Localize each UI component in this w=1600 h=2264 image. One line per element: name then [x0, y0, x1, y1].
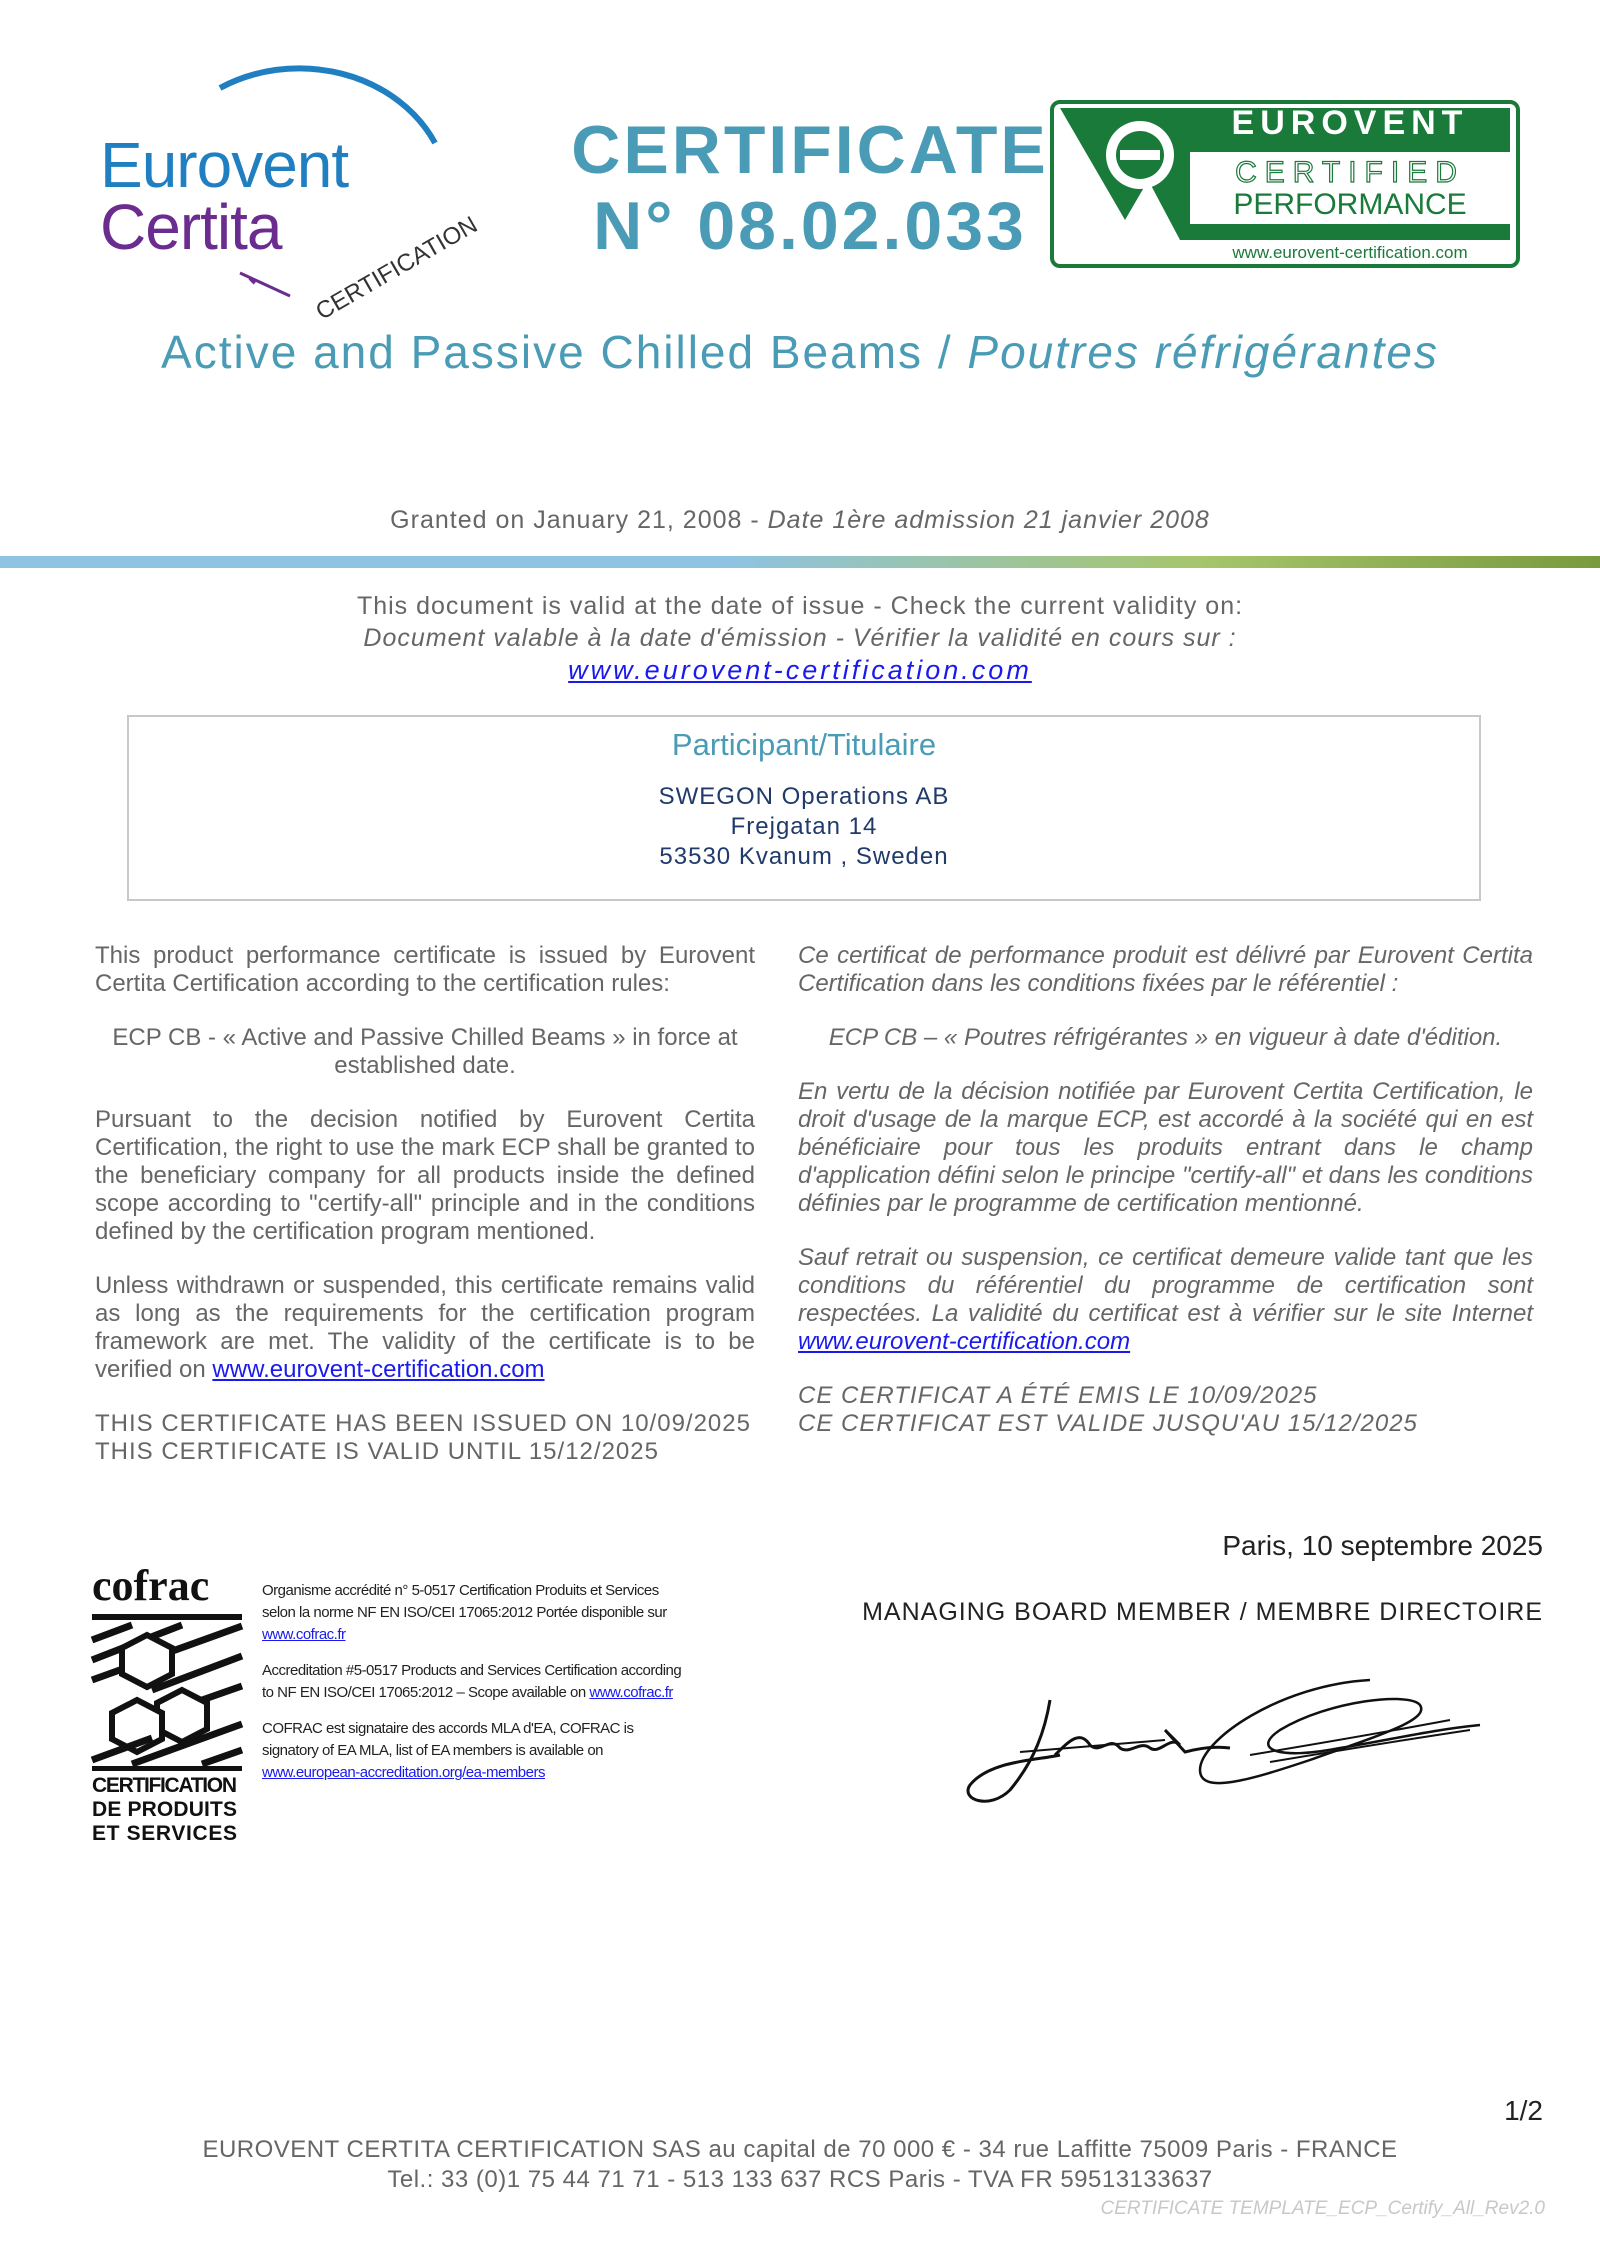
en-paragraph-4	[95, 1272, 755, 1384]
cofrac-fr-link[interactable]: www.cofrac.fr	[262, 1626, 346, 1643]
cofrac-en-link[interactable]: www.cofrac.fr	[589, 1684, 673, 1701]
fr-valid-until: CE CERTIFICAT EST VALIDE JUSQU'AU 15/12/2025	[798, 1410, 1418, 1437]
place-and-date: Paris, 10 septembre 2025	[1222, 1530, 1543, 1561]
eurovent-certified-performance-logo	[1050, 100, 1520, 268]
signatory-role: MANAGING BOARD MEMBER / MEMBRE DIRECTOIRE	[862, 1598, 1543, 1626]
page-number: 1/2	[1504, 2095, 1543, 2126]
cofrac-mla-text: COFRAC est signataire des accords MLA d'EA, COFRAC is signatory of EA MLA, list of EA members is available on	[262, 1720, 634, 1759]
subtitle-en: Active and Passive Chilled Beams /	[161, 326, 968, 378]
body-english	[95, 942, 755, 1466]
certificate-title	[560, 112, 1060, 264]
logo-certita-word: Certita	[100, 191, 282, 263]
granted-en: Granted on January 21, 2008 -	[390, 506, 768, 534]
subtitle-fr: Poutres réfrigérantes	[967, 326, 1439, 378]
participant-street: Frejgatan 14	[730, 813, 878, 840]
fr-paragraph-4-link[interactable]: www.eurovent-certification.com	[798, 1328, 1131, 1355]
cofrac-logo-icon	[92, 1560, 242, 1845]
eurovent-certita-logo	[90, 48, 483, 326]
cofrac-mla	[262, 1718, 682, 1784]
footer-line-1: EUROVENT CERTITA CERTIFICATION SAS au capital de 70 000 € - 34 rue Laffitte 75009 Paris - FRANCE	[202, 2136, 1398, 2163]
participant-heading: Participant/Titulaire	[671, 727, 937, 762]
logo-arc-text: CERTIFICATION	[311, 211, 483, 326]
fr-paragraph-3: En vertu de la décision notifiée par Eurovent Certita Certification, le droit d'usage de la marque ECP, est accordé à la société qui en est bénéficiaire pour tous les produits entrant dans le champ d'application défini selon le principe "certify-all" et dans les conditions définies par le programme de certification mentionné.	[798, 1078, 1533, 1217]
en-paragraph-3: Pursuant to the decision notified by Eurovent Certita Certification, the right to use the mark ECP shall be granted to the beneficiary company for all products inside the defined scope according to "certify-all" principle and in the conditions defined by the certification program mentioned.	[95, 1106, 755, 1245]
granted-date	[0, 506, 1600, 535]
fr-paragraph-4	[798, 1244, 1533, 1356]
cofrac-caption-1: CERTIFICATION	[92, 1774, 237, 1797]
participant-box	[127, 715, 1481, 901]
validity-notice	[0, 590, 1600, 687]
validity-fr: Document valable à la date d'émission - Vérifier la validité en cours sur :	[363, 624, 1237, 652]
cofrac-caption-3: ET SERVICES	[92, 1822, 237, 1845]
ecp-logo-icon	[1050, 100, 1520, 268]
participant-city: 53530 Kvanum , Sweden	[659, 843, 949, 870]
handwritten-signatures	[950, 1660, 1510, 1810]
cofrac-mla-link[interactable]: www.european-accreditation.org/ea-members	[262, 1764, 545, 1781]
ecp-logo-line2: CERTIFIED	[1235, 156, 1465, 189]
cofrac-word: cofrac	[92, 1561, 210, 1610]
cofrac-fr	[262, 1580, 682, 1646]
en-paragraph-1: This product performance certificate is issued by Eurovent Certita Certification according to the certification rules:	[95, 942, 755, 997]
ecp-logo-url: www.eurovent-certification.com	[1232, 243, 1468, 262]
cofrac-fr-text: Organisme accrédité n° 5-0517 Certification Produits et Services selon la norme NF EN ISO/CEI 17065:2012 Portée disponible sur	[262, 1582, 667, 1621]
participant-company: SWEGON Operations AB	[658, 783, 950, 810]
cofrac-en	[262, 1660, 682, 1704]
validity-en: This document is valid at the date of issue - Check the current validity on:	[356, 592, 1244, 620]
fr-paragraph-1: Ce certificat de performance produit est délivré par Eurovent Certita Certification dans les conditions fixées par le référentiel :	[798, 942, 1533, 997]
certificate-number: N° 08.02.033	[593, 188, 1027, 264]
certificate-label: CERTIFICATE	[571, 112, 1049, 188]
ecp-logo-line1: EUROVENT	[1231, 104, 1469, 142]
fr-issued: CE CERTIFICAT A ÉTÉ EMIS LE 10/09/2025	[798, 1382, 1318, 1409]
cofrac-logo	[92, 1560, 242, 1845]
cofrac-accreditation-text	[262, 1580, 682, 1798]
body-french	[798, 942, 1533, 1438]
company-footer	[0, 2135, 1600, 2195]
cofrac-en-text: Accreditation #5-0517 Products and Services Certification according to NF EN ISO/CEI 17065:2012 – Scope available on	[262, 1662, 682, 1701]
ecp-logo-line3: PERFORMANCE	[1233, 188, 1467, 221]
template-reference: CERTIFICATE TEMPLATE_ECP_Certify_All_Rev2.0	[1100, 2198, 1545, 2219]
product-subtitle	[0, 325, 1600, 379]
en-paragraph-4-text: Unless withdrawn or suspended, this certificate remains valid as long as the requirements for the certification program framework are met. The validity of the certificate is to be verified on	[95, 1272, 755, 1383]
cofrac-caption-2: DE PRODUITS	[92, 1798, 237, 1821]
en-paragraph-4-link[interactable]: www.eurovent-certification.com	[212, 1356, 545, 1383]
footer-line-2: Tel.: 33 (0)1 75 44 71 71 - 513 133 637 RCS Paris - TVA FR 59513133637	[387, 2166, 1213, 2193]
divider-bar	[0, 556, 1600, 568]
en-issued: THIS CERTIFICATE HAS BEEN ISSUED ON 10/09/2025	[95, 1410, 751, 1437]
logo-eurovent-word: Eurovent	[100, 129, 349, 201]
granted-fr: Date 1ère admission 21 janvier 2008	[767, 506, 1210, 534]
fr-paragraph-4-text: Sauf retrait ou suspension, ce certificat demeure valide tant que les conditions du référentiel du programme de certification sont respectées. La validité du certificat est à vérifier sur le site Internet	[798, 1244, 1533, 1327]
signature-icon	[950, 1660, 1510, 1810]
fr-paragraph-2: ECP CB – « Poutres réfrigérantes » en vigueur à date d'édition.	[828, 1024, 1503, 1051]
validity-link[interactable]: www.eurovent-certification.com	[568, 655, 1032, 685]
en-paragraph-2: ECP CB - « Active and Passive Chilled Beams » in force at established date.	[112, 1024, 738, 1079]
en-valid-until: THIS CERTIFICATE IS VALID UNTIL 15/12/2025	[95, 1438, 659, 1465]
